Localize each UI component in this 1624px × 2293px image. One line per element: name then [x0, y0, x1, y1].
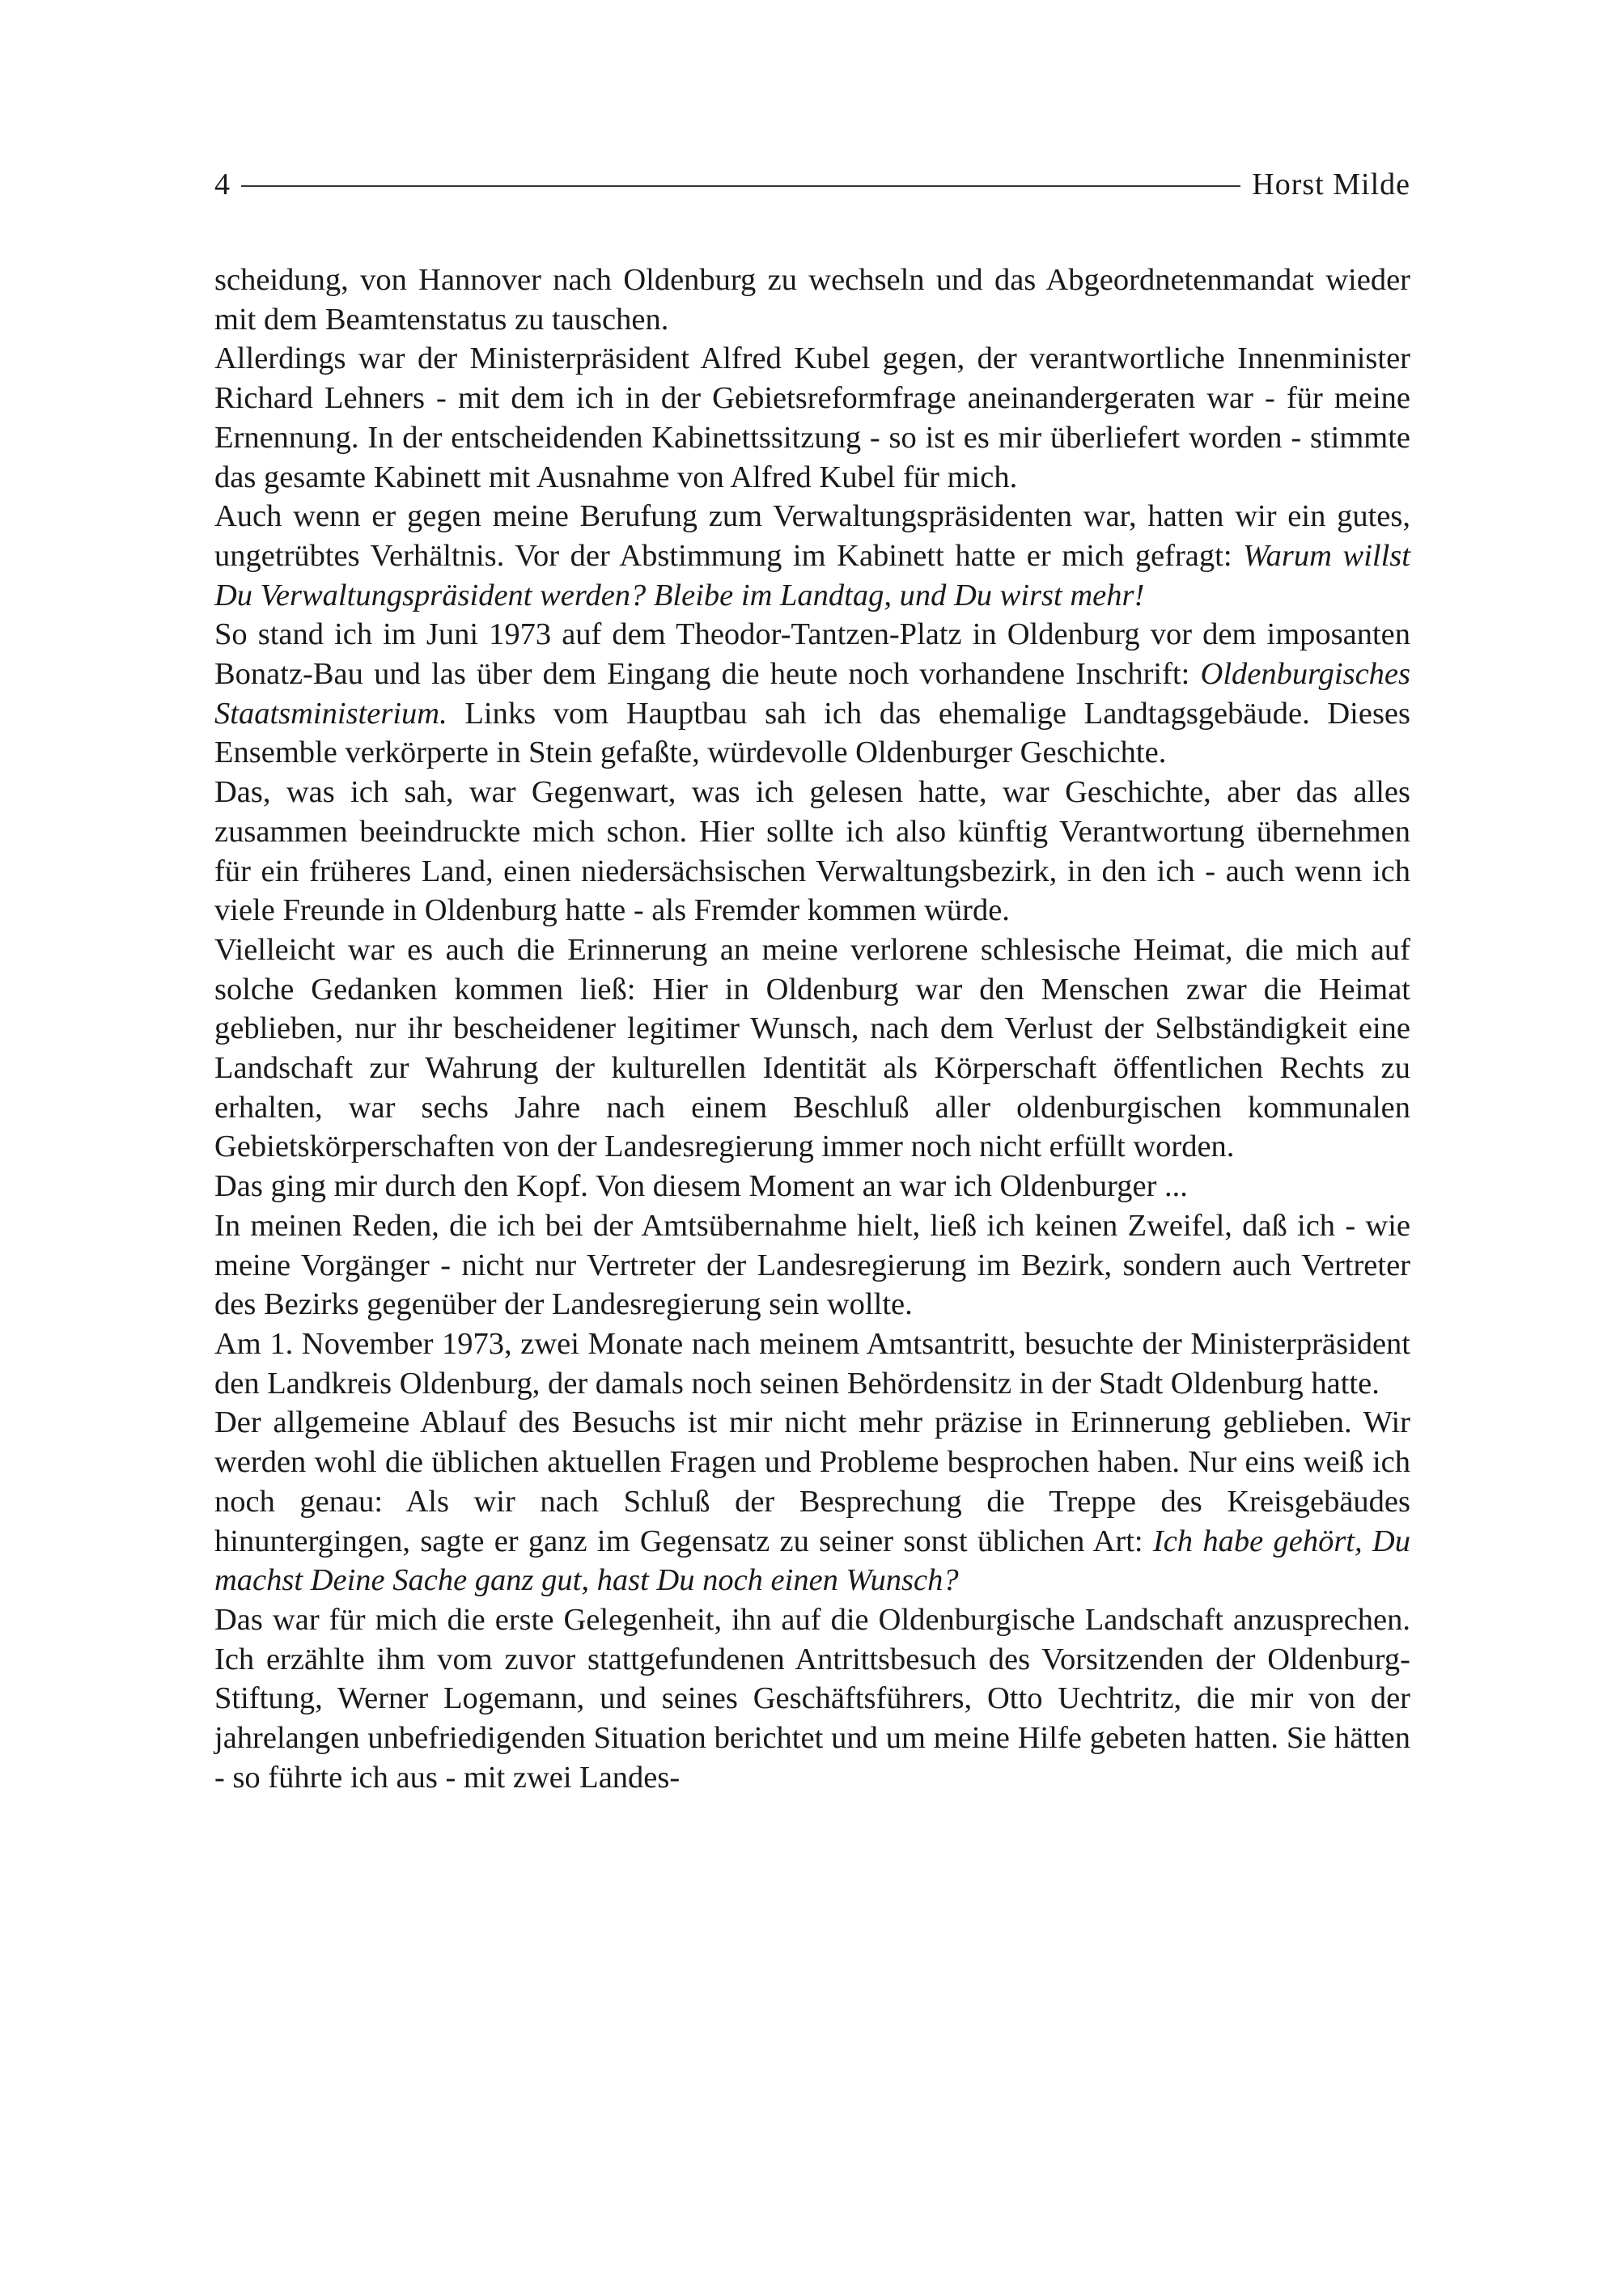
page-number: 4 [214, 167, 230, 201]
text-run: So stand ich im Juni 1973 auf dem Theodor-Tantzen-Platz in Oldenburg vor dem imposanten Bonatz-Bau und las über dem Eingang die heute noch vorhandene Inschrift: [214, 617, 1410, 692]
text-run: Vielleicht war es auch die Erinnerung an meine verlorene schlesische Heimat, die mich auf solche Gedanken kommen ließ: Hier in Oldenburg war den Menschen zwar die Heimat geblieben, nur ihr bescheidener legitimer Wunsch, nach dem Verlust der Selbständigkeit eine Landschaft zur Wahrung der kulturellen Identität als Körperschaft öffentlichen Rechts zu erhalten, war sechs Jahre nach einem Beschluß aller oldenburgischen kommunalen Gebietskörperschaften von der Landesregierung immer noch nicht erfüllt worden. [214, 932, 1410, 1164]
paragraph [214, 497, 1410, 615]
text-run: Das ging mir durch den Kopf. Von diesem Moment an war ich Oldenburger ... [214, 1169, 1188, 1204]
paragraph [214, 615, 1410, 773]
paragraph [214, 1325, 1410, 1403]
italic-inscription: Oldenburgisches Staatsministerium. [214, 657, 1410, 731]
paragraph [214, 1167, 1410, 1206]
paragraph [214, 773, 1410, 930]
text-run: Auch wenn er gegen meine Berufung zum Verwaltungspräsidenten war, hatten wir ein gutes, ungetrübtes Verhältnis. Vor der Abstimmung im Kabinett hatte er mich gefragt: [214, 499, 1410, 573]
text-run: Allerdings war der Ministerpräsident Alfred Kubel gegen, der verantwortliche Innenminister Richard Lehners - mit dem ich in der Gebietsreformfrage aneinandergeraten war - für meine Ernennung. In der entscheidenden Kabinettssitzung - so ist es mir überliefert worden - stimmte das gesamte Kabinett mit Ausnahme von Alfred Kubel für mich. [214, 341, 1410, 494]
italic-quote: Ich habe gehört, Du machst Deine Sache ganz gut, hast Du noch einen Wunsch? [214, 1524, 1410, 1598]
paragraph [214, 930, 1410, 1167]
text-run: Das, was ich sah, war Gegenwart, was ich gelesen hatte, war Geschichte, aber das alles zusammen beeindruckte mich schon. Hier sollte ich also künftig Verantwortung übernehmen für ein früheres Land, einen niedersächsischen Verwaltungsbezirk, in den ich - auch wenn ich viele Freunde in Oldenburg hatte - als Fremder kommen würde. [214, 775, 1410, 928]
italic-quote: Warum willst Du Verwaltungspräsident werden? Bleibe im Landtag, und Du wirst mehr! [214, 538, 1410, 612]
running-author: Horst Milde [1252, 167, 1410, 201]
text-run: In meinen Reden, die ich bei der Amtsübernahme hielt, ließ ich keinen Zweifel, daß ich - wie meine Vorgänger - nicht nur Vertreter der Landesregierung im Bezirk, sondern auch Vertreter des Bezirks gegenüber der Landesregierung sein wollte. [214, 1208, 1410, 1322]
text-run: Links vom Hauptbau sah ich das ehemalige Landtagsgebäude. Dieses Ensemble verkörperte in Stein gefaßte, würdevolle Oldenburger Geschichte. [214, 696, 1410, 770]
body-text [214, 261, 1410, 1797]
running-header [214, 160, 1410, 209]
paragraph [214, 339, 1410, 497]
paragraph [214, 1206, 1410, 1325]
text-run: Das war für mich die erste Gelegenheit, ihn auf die Oldenburgische Landschaft anzusprechen. Ich erzählte ihm vom zuvor stattgefundenen Antrittsbesuch des Vorsitzenden der Oldenburg-Stiftung, Werner Logemann, und seines Geschäftsführers, Otto Uechtritz, die mir von der jahrelangen unbefriedigenden Situation berichtet und um meine Hilfe gebeten hatten. Sie hätten - so führte ich aus - mit zwei Landes- [214, 1602, 1410, 1795]
paragraph [214, 261, 1410, 339]
text-run: Der allgemeine Ablauf des Besuchs ist mir nicht mehr präzise in Erinnerung geblieben. Wir werden wohl die üblichen aktuellen Fragen und Probleme besprochen haben. Nur eins weiß ich noch genau: Als wir nach Schluß der Besprechung die Treppe des Kreisgebäudes hinuntergingen, sagte er ganz im Gegensatz zu seiner sonst üblichen Art: [214, 1405, 1410, 1558]
text-run: Am 1. November 1973, zwei Monate nach meinem Amtsantritt, besuchte der Ministerpräsident den Landkreis Oldenburg, der damals noch seinen Behördensitz in der Stadt Oldenburg hatte. [214, 1326, 1410, 1401]
header-rule [241, 185, 1240, 187]
text-run: scheidung, von Hannover nach Oldenburg zu wechseln und das Abgeordnetenmandat wieder mit dem Beamtenstatus zu tauschen. [214, 263, 1410, 337]
paragraph [214, 1600, 1410, 1798]
paragraph [214, 1403, 1410, 1600]
